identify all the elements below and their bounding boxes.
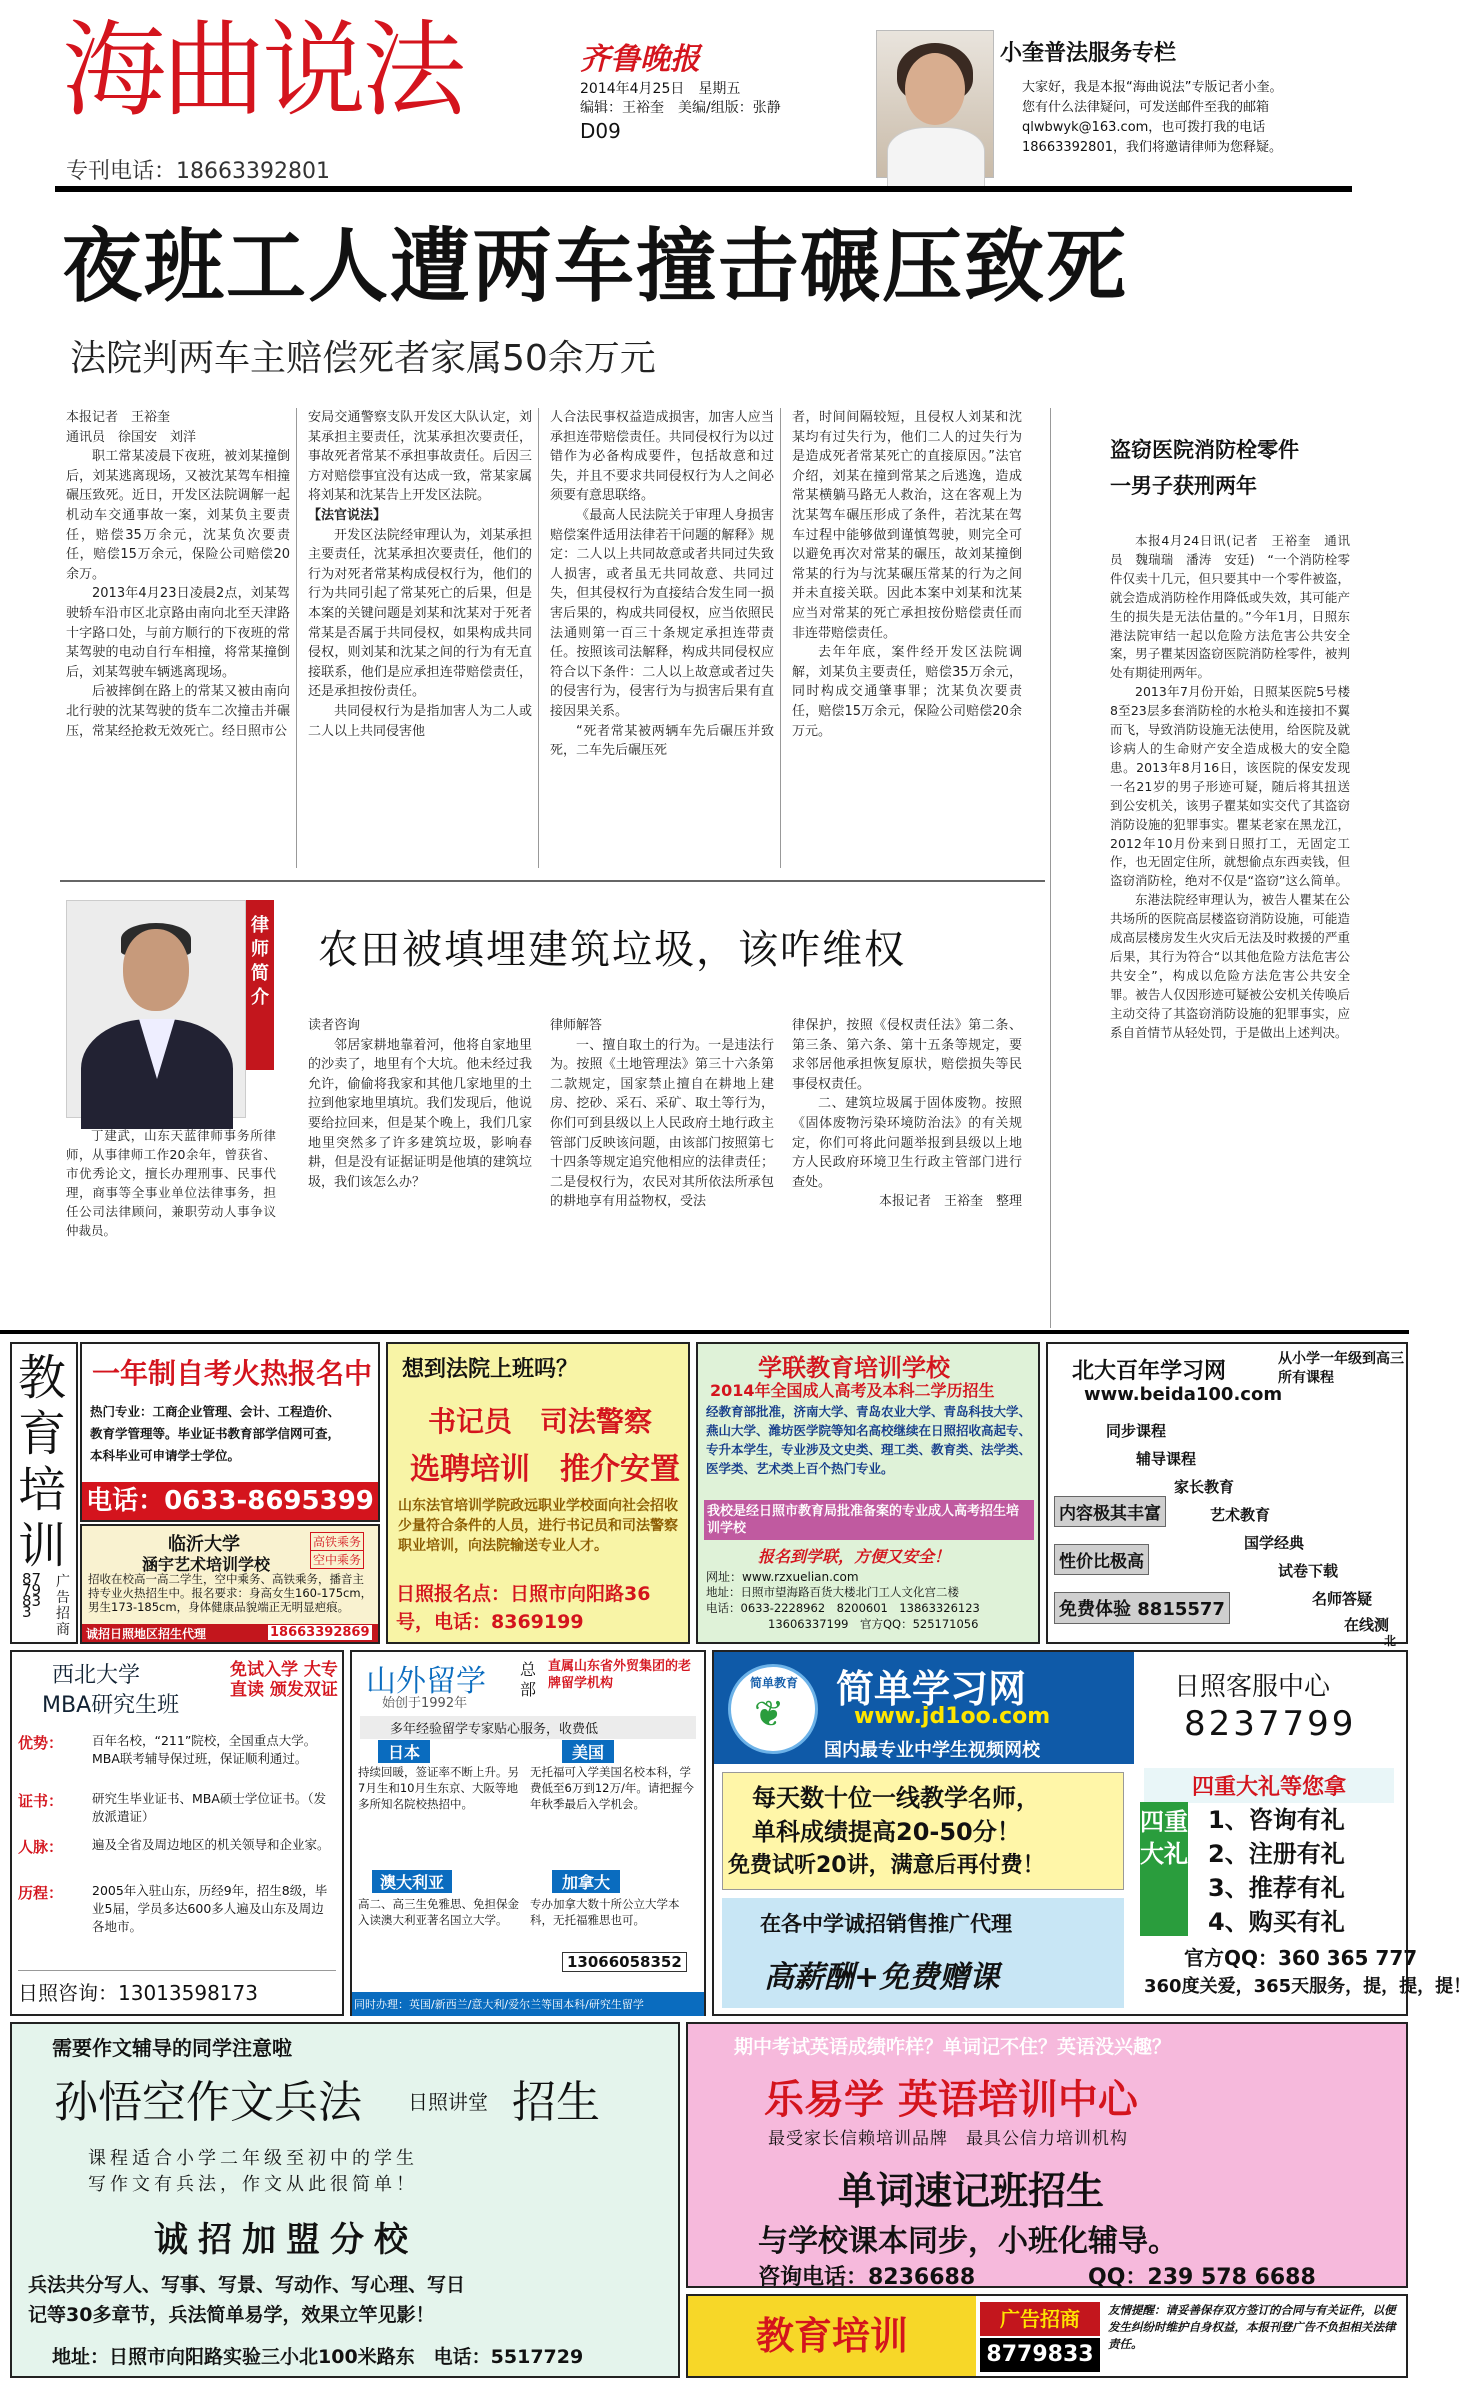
ad-address: 日照报名点：日照市向阳路36号，电话：8369199	[396, 1583, 651, 1633]
ad-slogan: 高薪酬+免费赠课	[764, 1960, 1000, 1995]
ad-slogan: 与学校课本同步，小班化辅导。	[758, 2224, 1178, 2259]
ad-text: 无托福可入学美国名校本科，学费低至6万到12万/年。请把握今年秋季最后入学机会。	[530, 1765, 694, 1811]
ad-text: 研究生毕业证书、MBA硕士学位证书。（发放派遣证）	[92, 1791, 327, 1824]
ad-bottom-banner	[686, 2294, 1408, 2378]
ad-title: 简单学习网	[836, 1667, 1027, 1711]
lawyer-photo	[66, 900, 246, 1118]
ad-text: 热门专业：工商企业管理、会计、工程造价、	[90, 1404, 341, 1419]
paragraph: 者，时间间隔较短，且侵权人刘某和沈某均有过失行为，他们二人的过失行为是造成死者常某死亡的直接原因。”法官介绍，刘某在撞到常某之后逃逸，造成常某横躺马路无人救治，这在客观上为沈某驾车碾压形成了条件，若沈某在驾车过程中能够做到谨慎驾驶，则完全可以避免再次对常某的碾压，故刘某撞倒常某的行为与沈某碾压常某的行为之间并未直接关联。因此本案中刘某和沈某应当对常某的死亡承担按份赔偿责任而非连带赔偿责任。	[792, 410, 1022, 641]
ad-tag: 日照讲堂	[408, 2090, 488, 2114]
side-story	[1110, 532, 1350, 1320]
byline: 本报记者 王裕奎 整理	[878, 1194, 1022, 1210]
ad-text: 高二、高三生免雅思、免担保金入读澳大利亚著名国立大学。	[358, 1897, 519, 1927]
paragraph: 后被摔倒在路上的常某又被由南向北行驶的沈某驾驶的货车二次撞击并碾压，常某经抢救无效死亡。经日照市公	[66, 684, 290, 739]
divider	[296, 408, 297, 868]
ad-web: www.beida100.com	[1084, 1384, 1283, 1405]
divider	[538, 408, 539, 868]
article-col-1	[66, 408, 290, 878]
ad-title: 临沂大学	[168, 1534, 240, 1555]
ad-footer: 诚招日照地区招生代理	[86, 1627, 207, 1641]
lawyer-bio	[66, 1126, 276, 1316]
ad-text: 课程适合小学二年级至初中的学生	[88, 2148, 418, 2169]
paragraph: 安局交通警察支队开发区大队认定，刘某承担主要责任，沈某承担次要责任，事故死者常某不承担事故责任。后因三方对赔偿事宜没有达成一致，常某家属将刘某和沈某告上开发区法院。	[308, 410, 532, 504]
ad-text: 持续回暖，签证率不断上升。另7月生和10月生东京、大阪等地多所知名院校热招中。	[358, 1765, 519, 1811]
paragraph: 人合法民事权益造成损害，加害人应当承担连带赔偿责任。共同侵权行为以过错作为必备构成要件，包括故意和过失，并且不要求共同侵权行为人之间必须要有意思联络。	[550, 410, 774, 504]
ad-tagline: 最受家长信赖培训品牌 最具公信力培训机构	[768, 2129, 1128, 2149]
ad-label: 广告招商	[56, 1574, 70, 1638]
paragraph: 《最高人民法院关于审理人身损害赔偿案件适用法律若干问题的解释》规定：二人以上共同故意或者共同过失致人损害，或者虽无共同故意、共同过失，但其侵权行为直接结合发生同一损害后果的，构成共同侵权，应当依照民法通则第一百三十条规定承担连带责任。按照该司法解释，构成共同侵权应符合以下条件：二人以上故意或者过失的侵害行为，侵害行为与损害后果有直接因果关系。	[550, 507, 774, 719]
ad-text: 招收在校高一高二学生，空中乘务、高铁乘务，播音主持专业火热招生中。报名要求：身高女生160-175cm，男生173-185cm，身体健康品貌端正无明显疤痕。	[88, 1572, 373, 1614]
ad-title: 山外留学	[366, 1664, 486, 1699]
ad-title: 西北大学	[52, 1663, 141, 1688]
ad-subtitle: 期中考试英语成绩咋样？单词记不住？英语没兴趣？	[734, 2036, 1172, 2058]
ad-key: 历程：	[18, 1884, 64, 1902]
ad-subtitle: 2014年全国成人高考及本科二学历招生	[710, 1381, 995, 1400]
article-col-3	[550, 408, 774, 878]
ad-phone: 13606337199 官方QQ：525171056	[768, 1617, 979, 1631]
section-heading: 读者咨询	[308, 1018, 361, 1033]
ad-badge: 内容极其丰富	[1054, 1496, 1166, 1527]
ad-label: 广告招商	[980, 2302, 1100, 2336]
ad-text: 专办加拿大数十所公立大学本科，无托福雅思也可。	[530, 1897, 680, 1927]
subhead: 法院判两车主赔偿死者家属50余万元	[70, 338, 656, 379]
ad-logo-text: 简单教育	[750, 1676, 799, 1690]
ad-subtitle: 国内最专业中学生视频网校	[824, 1740, 1040, 1761]
ad-notice: 我校是经日照市教育局批准备案的专业成人高考招生培训学校	[704, 1500, 1034, 1540]
paragraph: 东港法院经审理认为，被告人瞿某在公共场所的医院高层楼盗窃消防设施，可能造成高层楼房发生火灾后无法及时救援的严重后果，其行为符合“以其他危险方法危害公共安全”，构成以危险方法危害公共安全罪。被告人仅因形迹可疑被公安机关传唤后主动交待了其盗窃消防设施的犯罪事实，应系自首情节从轻处罚，于是做出上述判决。	[1110, 892, 1350, 1040]
ad-text: 兵法共分写人、写事、写景、写动作、写心理、写日	[28, 2274, 466, 2296]
ad-subtitle: 需要作文辅导的同学注意啦	[52, 2036, 292, 2060]
ad-court-training	[386, 1342, 690, 1644]
section-heading: 律师解答	[550, 1018, 603, 1033]
ad-zikao	[80, 1342, 380, 1522]
case-col-1	[308, 1016, 532, 1316]
paragraph: 2013年4月23日凌晨2点，刘某驾驶轿车沿市区北京路由南向北至天津路十字路口处，与前方顺行的下夜班的常某驾驶的电动自行车相撞，将常某撞倒后，刘某驾驶车辆逃离现场。	[66, 586, 290, 680]
ad-tag: 空中乘务	[310, 1550, 364, 1569]
ad-key: 证书：	[18, 1792, 64, 1810]
paragraph: 律保护，按照《侵权责任法》第二条、第三条、第六条、第十五条等规定，要求邻居他承担恢复原状，赔偿损失等民事侵权责任。	[792, 1018, 1022, 1092]
ad-text: 单科成绩提高20-50分！	[752, 1818, 1021, 1846]
case-col-2	[550, 1016, 774, 1316]
header-rule	[55, 186, 1352, 192]
hotline: 专刊电话：18663392801	[66, 159, 330, 184]
ad-feature: 艺术教育	[1210, 1506, 1271, 1524]
headline: 夜班工人遭两车撞击碾压致死	[62, 219, 1128, 313]
ad-feature: 名师答疑	[1312, 1590, 1373, 1608]
ad-address: 地址：日照市向阳路实验三小北100米路东 电话：5517729	[52, 2346, 584, 2368]
ad-text: 每天数十位一线教学名师，	[752, 1784, 1040, 1812]
ad-gift: 1、咨询有礼	[1208, 1806, 1345, 1834]
ad-text: 遍及全省及周边地区的机关领导和企业家。	[92, 1837, 330, 1852]
ad-xuelian	[696, 1342, 1040, 1644]
ad-title: 一年制自考火热报名中	[92, 1357, 373, 1390]
ad-phone: 13066058352	[562, 1952, 687, 1972]
ad-web: www.jd1oo.com	[854, 1704, 1051, 1729]
ad-subtitle: 从小学一年级到高三所有课程	[1278, 1351, 1404, 1386]
ad-notice: 友情提醒：请妥善保存双方签订的合同与有关证件，以便发生纠纷时维护自身权益，本报刊登广告不负担相关法律责任。	[1108, 2303, 1396, 2351]
paragraph: 二、建筑垃圾属于固体废物。按照《固体废物污染环境防治法》的有关规定，你们可将此问题举报到县级以上地方人民政府环境卫生行政主管部门进行查处。	[792, 1096, 1022, 1190]
paragraph: 一、擅自取土的行为。一是违法行为。按照《土地管理法》第三十六条第二款规定，国家禁止擅自在耕地上建房、挖砂、采石、采矿、取土等行为，你们可到县级以上人民政府土地行政主管部门反映该问题，由该部门按照第七十四条等规定追究他相应的法律责任；二是侵权行为，农民对其所依法所承包的耕地享有用益物权，受法	[550, 1037, 774, 1210]
ad-service: 日照客服中心	[1174, 1672, 1331, 1702]
ad-feature: 家长教育	[1174, 1478, 1235, 1496]
divider	[1050, 408, 1051, 1328]
ad-headline: 诚招加盟分校	[154, 2220, 418, 2260]
ad-gift: 4、购买有礼	[1208, 1908, 1345, 1936]
ad-beida	[1046, 1342, 1408, 1648]
brand-logo: 齐鲁晚报	[580, 42, 700, 77]
ad-qq: QQ：239 578 6688	[1088, 2265, 1316, 2290]
ad-text: 百年名校，“211”院校，全国重点大学。MBA联考辅导保过班，保证顺利通过。	[92, 1733, 317, 1766]
byline-correspondent: 通讯员 徐国安 刘洋	[66, 429, 197, 445]
ad-jiandan	[712, 1650, 1471, 2016]
ad-country: 加拿大	[552, 1870, 620, 1893]
ad-phone: 咨询电话：8236688	[758, 2265, 976, 2290]
ad-title: 教育培训	[18, 1350, 67, 1574]
ad-subtitle: 始创于1992年	[382, 1696, 468, 1711]
section-heading: 【法官说法】	[308, 507, 387, 523]
side-title	[1110, 432, 1299, 504]
paragraph: 丁建武，山东天蓝律师事务所律师，从事律师工作20余年，曾获省、市优秀论文，擅长办理刑事、民事代理，商事等全事业单位法律事务，担任公司法律顾问，兼职劳动人事争议仲裁员。	[66, 1128, 276, 1238]
ad-feature: 在线测	[1344, 1616, 1390, 1634]
paragraph: “死者常某被两辆车先后碾压并致死，二车先后碾压死	[550, 723, 774, 759]
paragraph: 去年年底，案件经开发区法院调解，刘某负主要责任，赔偿35万余元，同时构成交通肇事罪；沈某负次要责任，赔偿15万余元，保险公司赔偿20余万元。	[792, 645, 1022, 739]
ad-web: 网址：www.rzxuelian.com	[706, 1570, 859, 1584]
ad-feature: 辅导课程	[1136, 1450, 1197, 1468]
ad-shanwai	[350, 1650, 706, 2016]
ad-footer: 同时办理：英国/新西兰/意大利/爱尔兰等国本科/研究生留学	[352, 1992, 704, 2016]
ad-education-label	[10, 1342, 78, 1644]
ad-title: 招生	[512, 2077, 600, 2128]
ad-footer: 360度关爱，365天服务，提，提，提！	[1144, 1976, 1471, 1997]
ad-text: 在各中学诚招销售推广代理	[760, 1912, 1012, 1936]
ads-rule	[0, 1330, 1409, 1334]
ad-text: 经教育部批准，济南大学、青岛农业大学、青岛科技大学、燕山大学、潍坊医学院等知名高校继续在日照招收高起专、专升本学生，专业涉及文史类、理工类、教育类、法学类、医学类、艺术类上百个热门专业。	[706, 1404, 1032, 1476]
ad-text: 写作文有兵法，作文从此很简单！	[88, 2174, 418, 2195]
ad-text: 2005年入驻山东，历经9年，招生8级，毕业5届，学员多达600多人遍及山东及周边各地市。	[92, 1883, 328, 1934]
ad-feature: 试卷下载	[1278, 1562, 1339, 1580]
ad-title: 孙悟空作文兵法	[54, 2077, 362, 2128]
ad-subtitle: 四重大礼等您拿	[1144, 1768, 1394, 1803]
ad-title: 学联教育培训学校	[758, 1354, 950, 1382]
ad-headline: 单词速记班招生	[838, 2169, 1105, 2213]
article-col-4	[792, 408, 1022, 878]
issue-editors: 编辑：王裕奎 美编/组版：张静	[580, 100, 781, 116]
ad-badge: 性价比极高	[1054, 1544, 1149, 1575]
paragraph: 本报4月24日讯(记者 王裕奎 通讯员 魏瑞瑞 潘涛 安廷) “一个消防栓零件仅卖十几元，但只要其中一个零件被盗，就会造成消防栓作用降低或失效，其可能产生的损失是无法估量的。”今年1月，日照东港法院审结一起以危险方法危害公共安全案，男子瞿某因盗窃医院消防栓零件，被判处有期徒刑两年。	[1110, 533, 1350, 681]
article-col-2	[308, 408, 532, 878]
ad-headline: 书记员 司法警察	[428, 1405, 653, 1438]
ad-tag: 总部	[520, 1660, 537, 1699]
issue-meta	[580, 80, 781, 141]
ad-title: 乐易学 英语培训中心	[764, 2077, 1138, 2123]
ad-phone: 8237799	[1184, 1704, 1357, 1744]
ad-sunwukong	[10, 2022, 680, 2378]
ad-phone: 电话：0633-8695399	[82, 1482, 378, 1520]
ad-key: 优势：	[18, 1734, 64, 1752]
page-number: D09	[580, 119, 621, 143]
paragraph: 职工常某凌晨下夜班，被刘某撞倒后，刘某逃离现场，又被沈某驾车相撞碾压致死。近日，开发区法院调解一起机动车交通事故一案，刘某负主要责任，赔偿35万余元，沈某负次要责任，赔偿15万余元，保险公司赔偿20余万。	[66, 449, 290, 582]
paragraph: 共同侵权行为是指加害人为二人或二人以上共同侵害他	[308, 703, 532, 739]
ad-xibei-mba	[10, 1650, 344, 2016]
ad-phone: 8779833	[22, 1570, 42, 1621]
ad-text: 教育学管理等。毕业证书教育部学信网可查，	[90, 1426, 341, 1441]
ad-gift: 3、推荐有礼	[1208, 1874, 1345, 1902]
lawyer-tag: 律师简介	[246, 900, 274, 1070]
ad-phone: 8779833	[980, 2338, 1100, 2372]
ad-qq: 官方QQ：360 365 777	[1184, 1946, 1418, 1970]
paragraph: 2013年7月份开始，日照某医院5号楼8至23层多套消防栓的水枪头和连接扣不翼而飞，导致消防设施无法使用，给医院及就诊病人的生命财产安全造成极大的安全隐患。2013年8月16日，该医院的保安发现一名21岁的男子形迹可疑，随后将其扭送到公安机关，该男子瞿某如实交代了其盗窃消防设施的犯罪事实。瞿某老家在黑龙江，2012年10月份来到日照打工，无固定工作，也无固定住所，就想偷点东西卖钱，但盗窃消防栓，绝对不仅是“盗窃”这么简单。	[1110, 684, 1350, 889]
ad-subtitle: 涵宇艺术培训学校	[142, 1555, 271, 1574]
ad-title: 想到法院上班吗？	[402, 1357, 579, 1382]
issue-date: 2014年4月25日 星期五	[580, 81, 741, 97]
ad-title: 北大百年学习网	[1072, 1359, 1227, 1384]
ad-text: 记等30多章节，兵法简单易学，效果立竿见影！	[28, 2304, 435, 2326]
ad-key: 人脉：	[18, 1838, 64, 1856]
case-col-3	[792, 1016, 1022, 1316]
ad-text: 山东法官培训学院政远职业学校面向社会招收少量符合条件的人员，进行书记员和司法警察职业培训，向法院输送专业人才。	[398, 1498, 678, 1554]
masthead: 海曲说法	[62, 9, 463, 131]
ad-phone: 日照咨询：13013598173	[18, 1970, 336, 2006]
ad-text: 本科毕业可申请学士学位。	[90, 1448, 241, 1463]
ad-phone: 18663392869	[270, 1625, 370, 1640]
case-title: 农田被填埋建筑垃圾，该咋维权	[318, 927, 906, 973]
ad-country: 美国	[562, 1740, 614, 1763]
ad-slogan: 报名到学联，方便又安全！	[758, 1547, 951, 1566]
side-title-line: 盗窃医院消防栓零件	[1110, 438, 1299, 462]
ad-tag: 免试入学 大专直读 颁发双证	[230, 1660, 338, 1700]
byline-reporter: 本报记者 王裕奎	[66, 410, 171, 425]
ad-feature: 同步课程	[1106, 1422, 1167, 1440]
ad-country: 澳大利亚	[372, 1870, 452, 1893]
ad-headline: 选聘培训 推介安置	[410, 1452, 680, 1487]
ad-gift: 2、注册有礼	[1208, 1840, 1345, 1868]
reporter-photo	[876, 30, 994, 178]
ad-text: 免费试听20讲，满意后再付费！	[728, 1853, 1045, 1878]
ad-linyi	[80, 1524, 380, 1644]
paragraph: 邻居家耕地靠着河，他将自家地里的沙卖了，地里有个大坑。他未经过我允许，偷偷将我家和其他几家地里的土拉到他家地里填坑。我们发现后，他说要给拉回来，但是某个晚上，我们几家地里突然多了许多建筑垃圾，影响春耕，但是没有证据证明是他填的建筑垃圾，我们该怎么办？	[308, 1037, 532, 1190]
ad-slogan: 多年经验留学专家贴心服务，收费低	[360, 1716, 696, 1739]
column-title: 小奎普法服务专栏	[1000, 41, 1177, 66]
ad-feature: 北	[1384, 1634, 1397, 1648]
ad-title: MBA研究生班	[42, 1693, 180, 1718]
ad-address: 地址：日照市望海路百货大楼北门工人文化宫二楼	[706, 1585, 959, 1599]
divider	[780, 408, 781, 868]
ad-subtitle: 直属山东省外贸集团的老牌留学机构	[548, 1659, 692, 1691]
column-body: 大家好，我是本报“海曲说法”专版记者小奎。 您有什么法律疑问，可发送邮件至我的邮箱 qlwbwyk@163.com，也可拨打我的电话 18663392801，我们将邀请律师为您释疑。	[1022, 80, 1283, 155]
ad-leyixue	[686, 2022, 1408, 2288]
paragraph: 开发区法院经审理认为，刘某承担主要责任，沈某承担次要责任，他们的行为对死者常某构成侵权行为，他们的行为共同引起了常某死亡的后果，但是本案的关键问题是刘某和沈某对于死者常某是否属于共同侵权，如果构成共同侵权，则刘某和沈某之间的行为有无直接联系，他们是应承担连带赔偿责任，还是承担按份责任。	[308, 527, 532, 700]
ad-badge: 四重大礼	[1140, 1802, 1188, 1936]
ad-title: 教育培训	[688, 2296, 976, 2376]
ad-feature: 国学经典	[1244, 1534, 1305, 1552]
leaf-icon: ❦	[754, 1694, 785, 1735]
section-rule	[60, 880, 1045, 882]
ad-tag: 高铁乘务	[310, 1532, 364, 1551]
ad-phone: 电话：0633-2228962 8200601 13863326123	[706, 1601, 980, 1615]
ad-badge: 免费体验 8815577	[1054, 1592, 1230, 1624]
side-title-line: 一男子获刑两年	[1110, 474, 1257, 498]
ad-country: 日本	[378, 1740, 430, 1763]
